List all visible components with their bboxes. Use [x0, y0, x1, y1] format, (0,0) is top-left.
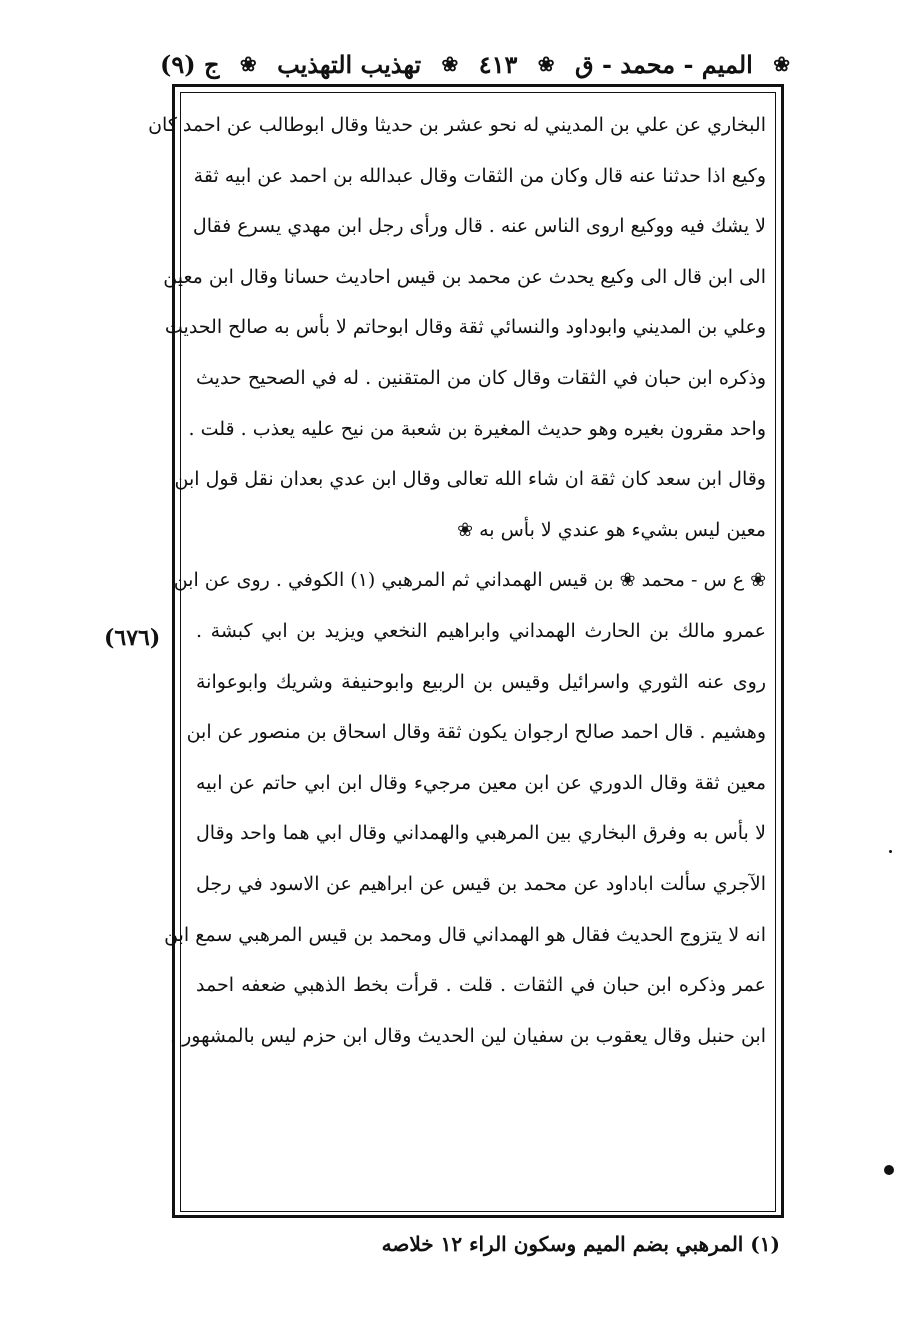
header-page-number: ٤١٣: [478, 49, 518, 79]
text-line: ابن حنبل وقال يعقوب بن سفيان لين الحديث وقال ابن حزم ليس بالمشهور .: [170, 1024, 766, 1047]
text-line: معين ثقة وقال الدوري عن ابن معين مرجيء وقال ابن ابي حاتم عن ابيه: [196, 771, 766, 794]
ornament-icon: ❀: [441, 52, 459, 76]
text-line: وهشيم . قال احمد صالح ارجوان يكون ثقة وقال اسحاق بن منصور عن ابن: [186, 721, 766, 744]
footnote: (١) المرهبي بضم الميم وسكون الراء ١٢ خلاصه: [381, 1232, 780, 1256]
text-line: عمرو مالك بن الحارث الهمداني وابراهيم النخعي ويزيد بن ابي كبشة .: [196, 619, 766, 642]
ornament-icon: ❀: [773, 52, 790, 76]
text-line: لا يشك فيه ووكيع اروى الناس عنه . قال ورأى رجل ابن مهدي يسرع فقال: [192, 215, 766, 238]
text-line: معين ليس بشيء هو عندي لا بأس به ❀: [457, 518, 766, 541]
text-line: وذكره ابن حبان في الثقات وقال كان من المتقنين . له في الصحيح حديث: [196, 366, 766, 389]
ornament-icon: ❀: [537, 52, 555, 76]
entry-heading-line: ❀ ع س - محمد ❀ بن قيس الهمداني ثم المرهبي (١) الكوفي . روى عن ابن: [173, 569, 766, 592]
text-line: وعلي بن المديني وابوداود والنسائي ثقة وقال ابوحاتم لا بأس به صالح الحديث: [164, 316, 766, 339]
text-line: البخاري عن علي بن المديني له نحو عشر بن حديثا وقال ابوطالب عن احمد كان: [148, 114, 766, 136]
text-line: روى عنه الثوري واسرائيل وقيس بن الربيع وابوحنيفة وشريك وابوعوانة: [196, 670, 766, 693]
header-volume: ج (٩): [160, 49, 220, 79]
header-section: الميم - محمد - ق: [574, 49, 753, 79]
text-line: لا بأس به وفرق البخاري بين المرهبي والهمداني وقال ابي هما واحد وقال: [196, 822, 766, 845]
text-line: الآجري سألت اباداود عن محمد بن قيس عن ابراهيم عن الاسود في رجل: [196, 872, 766, 895]
text-line: وقال ابن سعد كان ثقة ان شاء الله تعالى وقال ابن عدي بعدان نقل قول ابن: [174, 468, 766, 491]
entry-number: (٦٧٦): [104, 625, 161, 651]
text-line: الى ابن قال الى وكيع يحدث عن محمد بن قيس احاديث حسانا وقال ابن معين: [163, 265, 766, 288]
scan-speck: [889, 850, 892, 853]
text-line: وكيع اذا حدثنا عنه قال وكان من الثقات وقال عبدالله بن احمد عن ابيه ثقة: [193, 164, 766, 187]
text-line: عمر وذكره ابن حبان في الثقات . قلت . قرأت بخط الذهبي ضعفه احمد: [196, 974, 766, 997]
scan-speck: [884, 1165, 894, 1175]
text-line: واحد مقرون بغيره وهو حديث المغيرة بن شعبة من نيح عليه يعذب . قلت .: [188, 417, 766, 440]
running-header: [160, 40, 790, 88]
main-text: [148, 100, 766, 1210]
ornament-icon: ❀: [239, 52, 257, 76]
text-line: انه لا يتزوج الحديث فقال هو الهمداني قال ومحمد بن قيس المرهبي سمع ابن: [164, 923, 766, 946]
header-book-title: تهذيب التهذيب: [277, 49, 422, 79]
